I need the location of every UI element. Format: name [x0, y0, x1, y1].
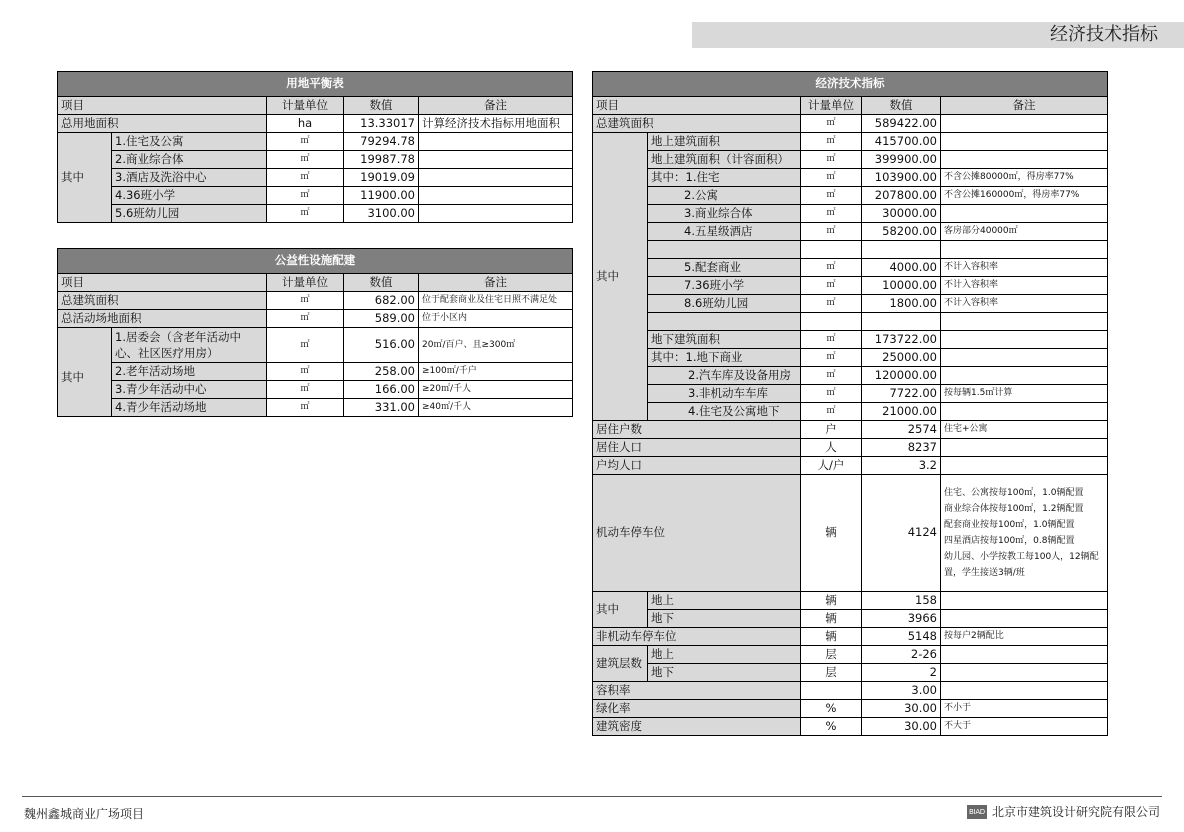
row-unit: ㎡	[801, 295, 862, 313]
row-label: 4.住宅及公寓地下	[648, 403, 801, 421]
row-unit: 辆	[801, 592, 862, 610]
row-value: 7722.00	[862, 385, 941, 403]
table-row	[58, 399, 573, 417]
project-name: 魏州鑫城商业广场项目	[24, 807, 145, 821]
table-title-row	[58, 72, 573, 97]
row-unit: ㎡	[267, 169, 344, 187]
table-row	[593, 700, 1108, 718]
row-value: 25000.00	[862, 349, 941, 367]
row-unit: ㎡	[801, 367, 862, 385]
row-value: 399900.00	[862, 151, 941, 169]
row-unit: ㎡	[267, 292, 344, 310]
table-row	[58, 363, 573, 381]
row-unit: ㎡	[267, 205, 344, 223]
table-row	[593, 187, 1108, 205]
row-label: 地下建筑面积	[648, 331, 801, 349]
row-label: 4.36班小学	[112, 187, 267, 205]
row-unit: 户	[801, 421, 862, 439]
group-label: 其中	[593, 592, 648, 628]
group-label: 其中	[593, 133, 648, 421]
row-value: 173722.00	[862, 331, 941, 349]
header-value: 数值	[344, 97, 419, 115]
table-title-row	[593, 72, 1108, 97]
row-unit: ㎡	[801, 385, 862, 403]
row-value: 415700.00	[862, 133, 941, 151]
row-label: 2.汽车库及设备用房	[648, 367, 801, 385]
table-row	[593, 259, 1108, 277]
row-unit: 辆	[801, 610, 862, 628]
row-value: 258.00	[344, 363, 419, 381]
row-value: 589.00	[344, 310, 419, 328]
row-value: 3966	[862, 610, 941, 628]
row-label: 地上	[648, 646, 801, 664]
row-value: 516.00	[344, 328, 419, 363]
table-row	[593, 403, 1108, 421]
header-unit: 计量单位	[801, 97, 862, 115]
row-note	[419, 187, 573, 205]
table-row	[593, 331, 1108, 349]
table-row-empty	[593, 313, 1108, 331]
row-unit: ㎡	[801, 223, 862, 241]
row-note: 位于配套商业及住宅日照不满足处	[419, 292, 573, 310]
row-unit: ㎡	[267, 363, 344, 381]
row-note	[419, 133, 573, 151]
row-note	[941, 367, 1108, 385]
row-label: 总建筑面积	[58, 292, 267, 310]
row-label: 1.住宅及公寓	[112, 133, 267, 151]
row-unit: ㎡	[267, 151, 344, 169]
table-row	[58, 133, 573, 151]
row-value: 1800.00	[862, 295, 941, 313]
table-row	[593, 295, 1108, 313]
header-item: 项目	[58, 274, 267, 292]
row-note: 位于小区内	[419, 310, 573, 328]
row-note: 不计入容积率	[941, 277, 1108, 295]
table-row	[593, 223, 1108, 241]
header-value: 数值	[344, 274, 419, 292]
row-note: 不计入容积率	[941, 295, 1108, 313]
row-unit: 辆	[801, 628, 862, 646]
row-value: 103900.00	[862, 169, 941, 187]
group-label: 其中	[58, 133, 112, 223]
table-row	[593, 115, 1108, 133]
row-label: 3.非机动车车库	[648, 385, 801, 403]
row-note	[419, 151, 573, 169]
row-label: 机动车停车位	[593, 475, 801, 592]
row-note	[941, 133, 1108, 151]
row-label: 其中：1.地下商业	[648, 349, 801, 367]
row-note	[941, 682, 1108, 700]
row-value: 4000.00	[862, 259, 941, 277]
row-value: 19987.78	[344, 151, 419, 169]
row-label: 非机动车停车位	[593, 628, 801, 646]
row-label: 8.6班幼儿园	[648, 295, 801, 313]
row-label: 总用地面积	[58, 115, 267, 133]
row-value: 21000.00	[862, 403, 941, 421]
table-row-empty	[593, 241, 1108, 259]
parking-note-line: 住宅、公寓按每100㎡，1.0辆配置	[944, 488, 1084, 498]
group-label: 其中	[58, 328, 112, 417]
row-label: 居住人口	[593, 439, 801, 457]
land-table-title: 用地平衡表	[58, 72, 573, 97]
table-row	[593, 646, 1108, 664]
row-value: 3.2	[862, 457, 941, 475]
table-row	[593, 457, 1108, 475]
row-value: 589422.00	[862, 115, 941, 133]
parking-note-line: 配套商业按每100㎡，1.0辆配置	[944, 520, 1075, 530]
header-note: 备注	[419, 97, 573, 115]
table-row	[58, 205, 573, 223]
row-label: 5.配套商业	[648, 259, 801, 277]
row-unit: ㎡	[267, 187, 344, 205]
row-value: 11900.00	[344, 187, 419, 205]
table-row	[593, 169, 1108, 187]
page-title: 经济技术指标	[1050, 24, 1158, 45]
header-note: 备注	[419, 274, 573, 292]
row-value: 13.33017	[344, 115, 419, 133]
row-value: 10000.00	[862, 277, 941, 295]
header-item: 项目	[58, 97, 267, 115]
table-row	[58, 115, 573, 133]
row-label: 总活动场地面积	[58, 310, 267, 328]
header-unit: 计量单位	[267, 274, 344, 292]
row-label: 绿化率	[593, 700, 801, 718]
econ-table-title: 经济技术指标	[593, 72, 1108, 97]
row-note: ≥20㎡/千人	[419, 381, 573, 399]
row-note	[941, 115, 1108, 133]
table-row	[593, 349, 1108, 367]
table-header-row	[58, 97, 573, 115]
row-label: 地上	[648, 592, 801, 610]
row-label: 7.36班小学	[648, 277, 801, 295]
row-value: 79294.78	[344, 133, 419, 151]
row-label: 2.公寓	[648, 187, 801, 205]
row-unit: ㎡	[267, 133, 344, 151]
row-note: 住宅+公寓	[941, 421, 1108, 439]
row-unit: 人/户	[801, 457, 862, 475]
company-credit	[967, 803, 1160, 820]
row-note: 不含公摊160000㎡，得房率77%	[941, 187, 1108, 205]
row-unit: ㎡	[801, 115, 862, 133]
table-row	[593, 277, 1108, 295]
row-unit: ㎡	[267, 310, 344, 328]
row-note	[941, 151, 1108, 169]
row-unit: ㎡	[801, 403, 862, 421]
row-note	[941, 457, 1108, 475]
row-note	[941, 205, 1108, 223]
row-label: 地下	[648, 610, 801, 628]
row-value: 5148	[862, 628, 941, 646]
table-row	[593, 610, 1108, 628]
row-unit: ㎡	[801, 151, 862, 169]
row-value: 158	[862, 592, 941, 610]
row-unit: 层	[801, 664, 862, 682]
row-unit: ㎡	[267, 399, 344, 417]
row-note	[941, 349, 1108, 367]
row-unit: ㎡	[801, 349, 862, 367]
row-unit: ha	[267, 115, 344, 133]
table-row	[58, 292, 573, 310]
row-unit: ㎡	[267, 381, 344, 399]
table-row	[58, 310, 573, 328]
row-label: 4.五星级酒店	[648, 223, 801, 241]
table-row	[593, 133, 1108, 151]
row-value: 30.00	[862, 700, 941, 718]
table-row	[593, 664, 1108, 682]
row-unit: ㎡	[267, 328, 344, 363]
row-note: 客房部分40000㎡	[941, 223, 1108, 241]
header-unit: 计量单位	[267, 97, 344, 115]
table-row	[593, 421, 1108, 439]
header-bar	[692, 22, 1184, 48]
parking-note-line: 幼儿园、小学按教工每100人，12辆配	[944, 552, 1099, 562]
row-label: 地上建筑面积	[648, 133, 801, 151]
row-unit: ㎡	[801, 133, 862, 151]
row-label: 3.青少年活动中心	[112, 381, 267, 399]
row-unit: ㎡	[801, 277, 862, 295]
economic-indicators-table	[592, 71, 1108, 736]
parking-note-line: 置，学生接送3辆/班	[944, 568, 1025, 578]
row-unit: ㎡	[801, 205, 862, 223]
row-label: 地下	[648, 664, 801, 682]
row-value: 30000.00	[862, 205, 941, 223]
company-logo: BIAD	[967, 805, 987, 819]
public-facilities-table	[57, 248, 573, 417]
public-table-title: 公益性设施配建	[58, 249, 573, 274]
row-label: 建筑密度	[593, 718, 801, 736]
row-value: 8237	[862, 439, 941, 457]
row-value: 2-26	[862, 646, 941, 664]
table-row	[593, 205, 1108, 223]
row-label: 2.老年活动场地	[112, 363, 267, 381]
row-label: 3.商业综合体	[648, 205, 801, 223]
row-label: 其中：1.住宅	[648, 169, 801, 187]
table-row	[58, 381, 573, 399]
row-value: 2574	[862, 421, 941, 439]
row-label: 居住户数	[593, 421, 801, 439]
parking-note-line: 四星酒店按每100㎡，0.8辆配置	[944, 536, 1075, 546]
row-note: 不计入容积率	[941, 259, 1108, 277]
row-note: 不含公摊80000㎡，得房率77%	[941, 169, 1108, 187]
row-label: 3.酒店及洗浴中心	[112, 169, 267, 187]
row-unit: ㎡	[801, 259, 862, 277]
row-note: 按每辆1.5㎡计算	[941, 385, 1108, 403]
row-unit: 辆	[801, 475, 862, 592]
row-value: 682.00	[344, 292, 419, 310]
row-label: 5.6班幼儿园	[112, 205, 267, 223]
table-row	[58, 151, 573, 169]
row-unit: 人	[801, 439, 862, 457]
table-header-row	[593, 97, 1108, 115]
table-row	[593, 385, 1108, 403]
footer-divider	[22, 796, 1162, 797]
parking-note-line: 商业综合体按每100㎡，1.2辆配置	[944, 504, 1084, 514]
row-value: 166.00	[344, 381, 419, 399]
land-balance-table	[57, 71, 573, 223]
row-unit: ㎡	[801, 169, 862, 187]
table-row	[593, 592, 1108, 610]
row-label: 户均人口	[593, 457, 801, 475]
table-row	[593, 682, 1108, 700]
row-unit	[801, 682, 862, 700]
row-note: 计算经济技术指标用地面积	[419, 115, 573, 133]
row-value: 331.00	[344, 399, 419, 417]
row-value: 207800.00	[862, 187, 941, 205]
row-label: 4.青少年活动场地	[112, 399, 267, 417]
row-note	[419, 169, 573, 187]
company-name: 北京市建筑设计研究院有限公司	[991, 805, 1160, 819]
row-unit: 层	[801, 646, 862, 664]
row-unit: ㎡	[801, 187, 862, 205]
row-unit: %	[801, 718, 862, 736]
row-value: 2	[862, 664, 941, 682]
row-label: 1.居委会（含老年活动中心、社区医疗用房）	[112, 328, 267, 363]
row-label: 地上建筑面积（计容面积）	[648, 151, 801, 169]
table-row	[593, 367, 1108, 385]
table-row	[593, 439, 1108, 457]
row-value: 3.00	[862, 682, 941, 700]
row-note	[941, 439, 1108, 457]
table-row	[593, 718, 1108, 736]
table-row	[593, 628, 1108, 646]
row-unit: %	[801, 700, 862, 718]
row-value: 30.00	[862, 718, 941, 736]
row-note	[419, 205, 573, 223]
table-title-row	[58, 249, 573, 274]
header-note: 备注	[941, 97, 1108, 115]
table-row	[58, 187, 573, 205]
table-header-row	[58, 274, 573, 292]
row-note: 不小于	[941, 700, 1108, 718]
row-note: ≥40㎡/千人	[419, 399, 573, 417]
row-note	[941, 331, 1108, 349]
row-note: ≥100㎡/千户	[419, 363, 573, 381]
row-value: 3100.00	[344, 205, 419, 223]
table-row	[593, 475, 1108, 592]
header-value: 数值	[862, 97, 941, 115]
group-label: 建筑层数	[593, 646, 648, 682]
row-value: 19019.09	[344, 169, 419, 187]
row-label: 容积率	[593, 682, 801, 700]
row-label: 总建筑面积	[593, 115, 801, 133]
row-label: 2.商业综合体	[112, 151, 267, 169]
row-note	[941, 475, 1108, 592]
row-value: 58200.00	[862, 223, 941, 241]
table-row	[58, 328, 573, 363]
row-note: 20㎡/百户、且≥300㎡	[419, 328, 573, 363]
table-row	[593, 151, 1108, 169]
row-value: 120000.00	[862, 367, 941, 385]
row-note: 不大于	[941, 718, 1108, 736]
row-note: 按每户2辆配比	[941, 628, 1108, 646]
row-value: 4124	[862, 475, 941, 592]
table-row	[58, 169, 573, 187]
row-unit: ㎡	[801, 331, 862, 349]
header-item: 项目	[593, 97, 801, 115]
row-note	[941, 403, 1108, 421]
